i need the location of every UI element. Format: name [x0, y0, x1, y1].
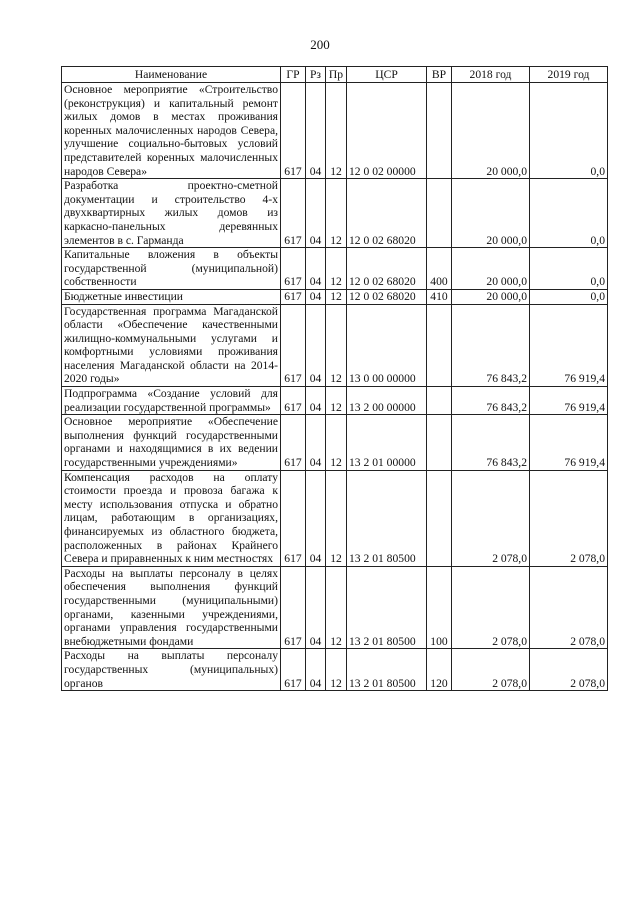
row-2018: 20 000,0 — [452, 289, 530, 304]
row-2018: 2 078,0 — [452, 649, 530, 691]
row-gr: 617 — [281, 415, 306, 470]
row-2019: 2 078,0 — [530, 470, 608, 566]
row-vr: 120 — [427, 649, 452, 691]
row-csr: 13 2 01 80500 — [347, 470, 427, 566]
row-csr: 13 0 00 00000 — [347, 304, 427, 387]
table-row — [62, 289, 608, 304]
row-rz: 04 — [306, 387, 326, 415]
row-csr: 12 0 02 68020 — [347, 179, 427, 248]
row-2018: 20 000,0 — [452, 248, 530, 290]
row-rz: 04 — [306, 83, 326, 179]
row-gr: 617 — [281, 289, 306, 304]
column-header-name: Наименование — [62, 67, 281, 83]
row-csr: 12 0 02 68020 — [347, 248, 427, 290]
row-vr: 400 — [427, 248, 452, 290]
page-number: 200 — [310, 37, 330, 52]
row-2018: 76 843,2 — [452, 304, 530, 387]
row-pr: 12 — [326, 289, 347, 304]
row-gr: 617 — [281, 248, 306, 290]
row-vr: 100 — [427, 566, 452, 649]
row-gr: 617 — [281, 83, 306, 179]
row-2018: 76 843,2 — [452, 415, 530, 470]
column-header-2019: 2019 год — [530, 67, 608, 83]
row-pr: 12 — [326, 387, 347, 415]
row-vr — [427, 304, 452, 387]
row-2019: 76 919,4 — [530, 415, 608, 470]
row-name: Бюджетные инвестиции — [62, 289, 281, 304]
row-pr: 12 — [326, 566, 347, 649]
row-gr: 617 — [281, 649, 306, 691]
row-2018: 2 078,0 — [452, 470, 530, 566]
row-csr: 12 0 02 00000 — [347, 83, 427, 179]
table-row — [62, 387, 608, 415]
row-pr: 12 — [326, 470, 347, 566]
row-gr: 617 — [281, 179, 306, 248]
row-name: Подпрограмма «Создание условий для реализации государственной программы» — [62, 387, 281, 415]
row-csr: 13 2 01 80500 — [347, 649, 427, 691]
table-row — [62, 248, 608, 290]
row-name: Государственная программа Магаданской области «Обеспечение качественными жилищно-коммунальными услугами и комфортными условиями проживания населения Магаданской области на 2014-2020 годы» — [62, 304, 281, 387]
row-name: Разработка проектно-сметной документации и строительство 4-х двухквартирных жилых домов из каркасно-панельных деревянных элементов в с. Гарманда — [62, 179, 281, 248]
table-row — [62, 566, 608, 649]
row-pr: 12 — [326, 83, 347, 179]
column-header-rz: Рз — [306, 67, 326, 83]
row-rz: 04 — [306, 304, 326, 387]
row-name: Капитальные вложения в объекты государственной (муниципальной) собственности — [62, 248, 281, 290]
row-vr: 410 — [427, 289, 452, 304]
table-header-row — [62, 67, 608, 83]
row-pr: 12 — [326, 304, 347, 387]
row-name: Расходы на выплаты персоналу в целях обеспечения выполнения функций государственными (муниципальными) органами, казенными учреждениями, органами управления государственными внебюджетными фондами — [62, 566, 281, 649]
row-2019: 0,0 — [530, 83, 608, 179]
row-csr: 12 0 02 68020 — [347, 289, 427, 304]
row-pr: 12 — [326, 248, 347, 290]
row-rz: 04 — [306, 179, 326, 248]
column-header-csr: ЦСР — [347, 67, 427, 83]
column-header-vr: ВР — [427, 67, 452, 83]
table-row — [62, 304, 608, 387]
row-2018: 20 000,0 — [452, 179, 530, 248]
row-2018: 20 000,0 — [452, 83, 530, 179]
table-row — [62, 649, 608, 691]
row-vr — [427, 387, 452, 415]
row-gr: 617 — [281, 387, 306, 415]
row-2019: 0,0 — [530, 248, 608, 290]
row-2019: 2 078,0 — [530, 649, 608, 691]
row-pr: 12 — [326, 179, 347, 248]
row-name: Компенсация расходов на оплату стоимости проезда и провоза багажа к месту использования отпуска и обратно лицам, работающим в организациях, финансируемых из областного бюджета, расположенных в районах Крайнего Севера и приравненных к ним местностях — [62, 470, 281, 566]
table-row — [62, 179, 608, 248]
row-2019: 0,0 — [530, 289, 608, 304]
row-vr — [427, 83, 452, 179]
row-rz: 04 — [306, 566, 326, 649]
row-2019: 76 919,4 — [530, 387, 608, 415]
row-gr: 617 — [281, 470, 306, 566]
row-name: Основное мероприятие «Строительство (реконструкция) и капитальный ремонт жилых домов в местах проживания коренных малочисленных народов Севера, улучшение социально-бытовых условий представителей коренных малочисленных народов Севера» — [62, 83, 281, 179]
row-2018: 76 843,2 — [452, 387, 530, 415]
row-vr — [427, 470, 452, 566]
row-name: Расходы на выплаты персоналу государственных (муниципальных) органов — [62, 649, 281, 691]
row-name: Основное мероприятие «Обеспечение выполнения функций государственными органами и находящимися в их ведении государственными учреждениями» — [62, 415, 281, 470]
row-pr: 12 — [326, 415, 347, 470]
row-vr — [427, 179, 452, 248]
row-rz: 04 — [306, 649, 326, 691]
column-header-gr: ГР — [281, 67, 306, 83]
row-rz: 04 — [306, 470, 326, 566]
row-rz: 04 — [306, 248, 326, 290]
row-pr: 12 — [326, 649, 347, 691]
row-2019: 76 919,4 — [530, 304, 608, 387]
column-header-2018: 2018 год — [452, 67, 530, 83]
row-2019: 0,0 — [530, 179, 608, 248]
row-2019: 2 078,0 — [530, 566, 608, 649]
budget-table — [61, 66, 608, 691]
row-csr: 13 2 01 00000 — [347, 415, 427, 470]
row-csr: 13 2 00 00000 — [347, 387, 427, 415]
table-row — [62, 470, 608, 566]
row-rz: 04 — [306, 415, 326, 470]
row-gr: 617 — [281, 566, 306, 649]
table-row — [62, 83, 608, 179]
row-csr: 13 2 01 80500 — [347, 566, 427, 649]
row-2018: 2 078,0 — [452, 566, 530, 649]
table-row — [62, 415, 608, 470]
column-header-pr: Пр — [326, 67, 347, 83]
row-gr: 617 — [281, 304, 306, 387]
row-vr — [427, 415, 452, 470]
row-rz: 04 — [306, 289, 326, 304]
